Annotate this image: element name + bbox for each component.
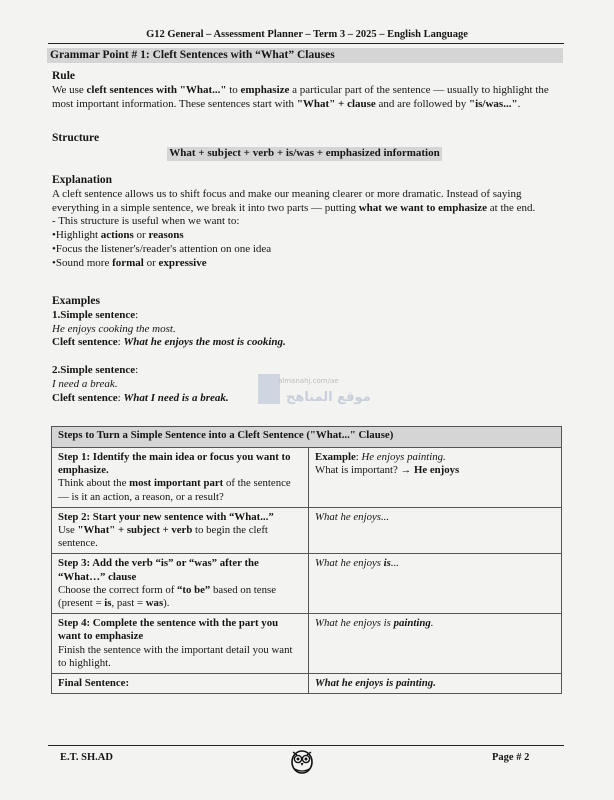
structure-heading: Structure [52,132,100,144]
rule-heading: Rule [52,70,75,82]
step-1-example-cell: Example: He enjoys painting. What is important? → He enjoys [309,448,562,508]
example-2-label: 2.Simple sentence: [52,364,139,377]
bullet-item: •Focus the listener's/reader's attention on one idea [52,242,272,255]
explanation-intro: - This structure is useful when we want to: [52,215,240,228]
explanation-heading: Explanation [52,174,113,186]
owl-logo-icon [290,748,314,774]
table-row [52,448,562,508]
steps-table [51,426,562,694]
structure-section [52,132,557,161]
step-4-example-cell: What he enjoys is painting. [309,614,562,674]
watermark-arabic: موقع المناهج [286,390,371,405]
step-4-cell: Step 4: Complete the sentence with the part you want to emphasize Finish the sentence with the important detail you want to highlight. [52,614,309,674]
table-row [52,507,562,554]
watermark-url: almanahj.com/ae [278,377,339,385]
watermark-icon [258,374,280,404]
step-2-example-cell: What he enjoys... [309,507,562,554]
steps-table-title: Steps to Turn a Simple Sentence into a Cleft Sentence ("What..." Clause) [52,427,562,448]
structure-formula: What + subject + verb + is/was + emphasized information [169,146,440,159]
example-1-cleft: Cleft sentence: What he enjoys the most is cooking. [52,336,286,349]
bullet-item: •Sound more formal or expressive [52,256,207,269]
table-row [52,554,562,614]
final-sentence-value: What he enjoys is painting. [309,674,562,694]
example-1-label: 1.Simple sentence: [52,308,139,321]
header-divider [48,43,564,44]
page-header-title: G12 General – Assessment Planner – Term 3 – 2025 – English Language [146,29,468,40]
step-3-cell: Step 3: Add the verb “is” or “was” after the “What…” clause Choose the correct form of “to be” based on tense (present = is, past = was). [52,554,309,614]
example-2-cleft: Cleft sentence: What I need is a break. [52,391,229,404]
step-3-example-cell: What he enjoys is... [309,554,562,614]
rule-section [52,70,557,111]
example-1-simple: He enjoys cooking the most. [52,322,176,335]
bullet-item: •Highlight actions or reasons [52,229,184,242]
rule-text: We use cleft sentences with "What..." to emphasize a particular part of the sentence — usually to highlight the most important information. These sentences start with "What" + clause and are followed by "is/was...". [52,83,549,110]
explanation-text: A cleft sentence allows us to shift focus and make our meaning clearer or more dramatic. Instead of saying everything in a simple sentence, we break it into two parts — putting what we want to emphasize at the end. [52,187,536,214]
footer-author: E.T. SH.AD [60,752,113,763]
step-1-cell: Step 1: Identify the main idea or focus you want to emphasize. Think about the most important part of the sentence — is it an action, a reason, or a result? [52,448,309,508]
example-2-simple: I need a break. [52,377,118,390]
footer-page-number: Page # 2 [492,752,530,763]
table-row [52,614,562,674]
watermark-logo [258,374,378,426]
footer-divider [48,745,564,746]
step-2-cell: Step 2: Start your new sentence with “What...” Use "What" + subject + verb to begin the cleft sentence. [52,507,309,554]
final-sentence-label: Final Sentence: [52,674,309,694]
examples-heading: Examples [52,295,100,307]
explanation-section [52,174,557,271]
grammar-point-title: Grammar Point # 1: Cleft Sentences with “What” Clauses [47,48,563,63]
table-row [52,674,562,694]
